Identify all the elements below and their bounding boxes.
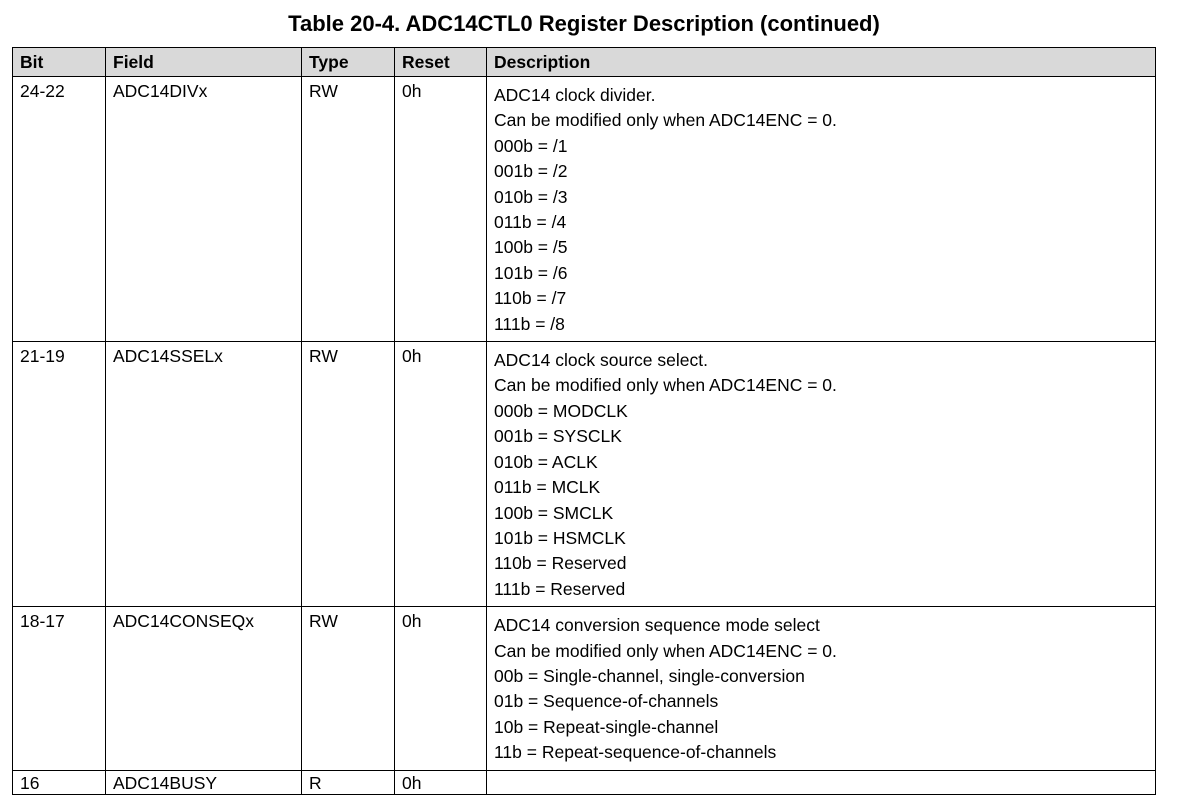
table-row: [13, 342, 1156, 607]
field-cell: ADC14SSELx: [106, 342, 302, 607]
description-line: 101b = /6: [494, 262, 568, 283]
description-line: 100b = /5: [494, 237, 568, 258]
table-row: [13, 77, 1156, 342]
column-header-type: Type: [302, 48, 395, 77]
description-line: 000b = /1: [494, 135, 568, 156]
description-line: 01b = Sequence-of-channels: [494, 691, 719, 712]
description-line: ADC14 clock divider.: [494, 85, 656, 105]
field-cell: ADC14BUSY: [106, 770, 302, 794]
description-line: 111b = /8: [494, 313, 565, 334]
description-line: 010b = ACLK: [494, 451, 598, 472]
table-title: Table 20-4. ADC14CTL0 Register Description (continued): [288, 11, 880, 36]
description-line: 10b = Repeat-single-channel: [494, 716, 719, 737]
type-cell: RW: [302, 342, 395, 607]
type-cell: RW: [302, 607, 395, 770]
description-cell: [487, 770, 1156, 794]
reset-cell: 0h: [395, 77, 487, 342]
column-header-field: Field: [106, 48, 302, 77]
column-header-description: Description: [487, 48, 1156, 77]
bit-cell: 18-17: [13, 607, 106, 770]
reset-cell: 0h: [395, 770, 487, 794]
table-header-row: [13, 48, 1156, 77]
bit-cell: 24-22: [13, 77, 106, 342]
description-line: 111b = Reserved: [494, 578, 626, 599]
register-table: [12, 47, 1156, 795]
description-line: 011b = /4: [494, 212, 567, 233]
description-cell: [487, 607, 1156, 770]
reset-cell: 0h: [395, 607, 487, 770]
column-header-bit: Bit: [13, 48, 106, 77]
description-line: 101b = HSMCLK: [494, 527, 626, 548]
field-cell: ADC14DIVx: [106, 77, 302, 342]
description-line: 100b = SMCLK: [494, 502, 614, 523]
description-line: 110b = Reserved: [494, 553, 627, 574]
description-line: 001b = /2: [494, 161, 568, 182]
description-line: 00b = Single-channel, single-conversion: [494, 665, 805, 686]
bit-cell: 21-19: [13, 342, 106, 607]
field-cell: ADC14CONSEQx: [106, 607, 302, 770]
description-line: ADC14 conversion sequence mode select: [494, 615, 820, 636]
description-line: 110b = /7: [494, 288, 567, 309]
description-cell: [487, 77, 1156, 342]
description-line: 001b = SYSCLK: [494, 426, 622, 447]
bit-cell: 16: [13, 770, 106, 794]
table-row: [13, 770, 1156, 794]
description-line: 11b = Repeat-sequence-of-channels: [494, 742, 777, 763]
table-row: [13, 607, 1156, 770]
type-cell: RW: [302, 77, 395, 342]
description-line: 011b = MCLK: [494, 477, 601, 498]
description-line: 000b = MODCLK: [494, 400, 628, 421]
description-line: Can be modified only when ADC14ENC = 0.: [494, 375, 837, 396]
description-line: ADC14 clock source select.: [494, 350, 708, 371]
reset-cell: 0h: [395, 342, 487, 607]
type-cell: R: [302, 770, 395, 794]
description-line: 010b = /3: [494, 186, 568, 207]
description-cell: [487, 342, 1156, 607]
description-line: Can be modified only when ADC14ENC = 0.: [494, 640, 837, 661]
column-header-reset: Reset: [395, 48, 487, 77]
description-line: Can be modified only when ADC14ENC = 0.: [494, 110, 837, 131]
